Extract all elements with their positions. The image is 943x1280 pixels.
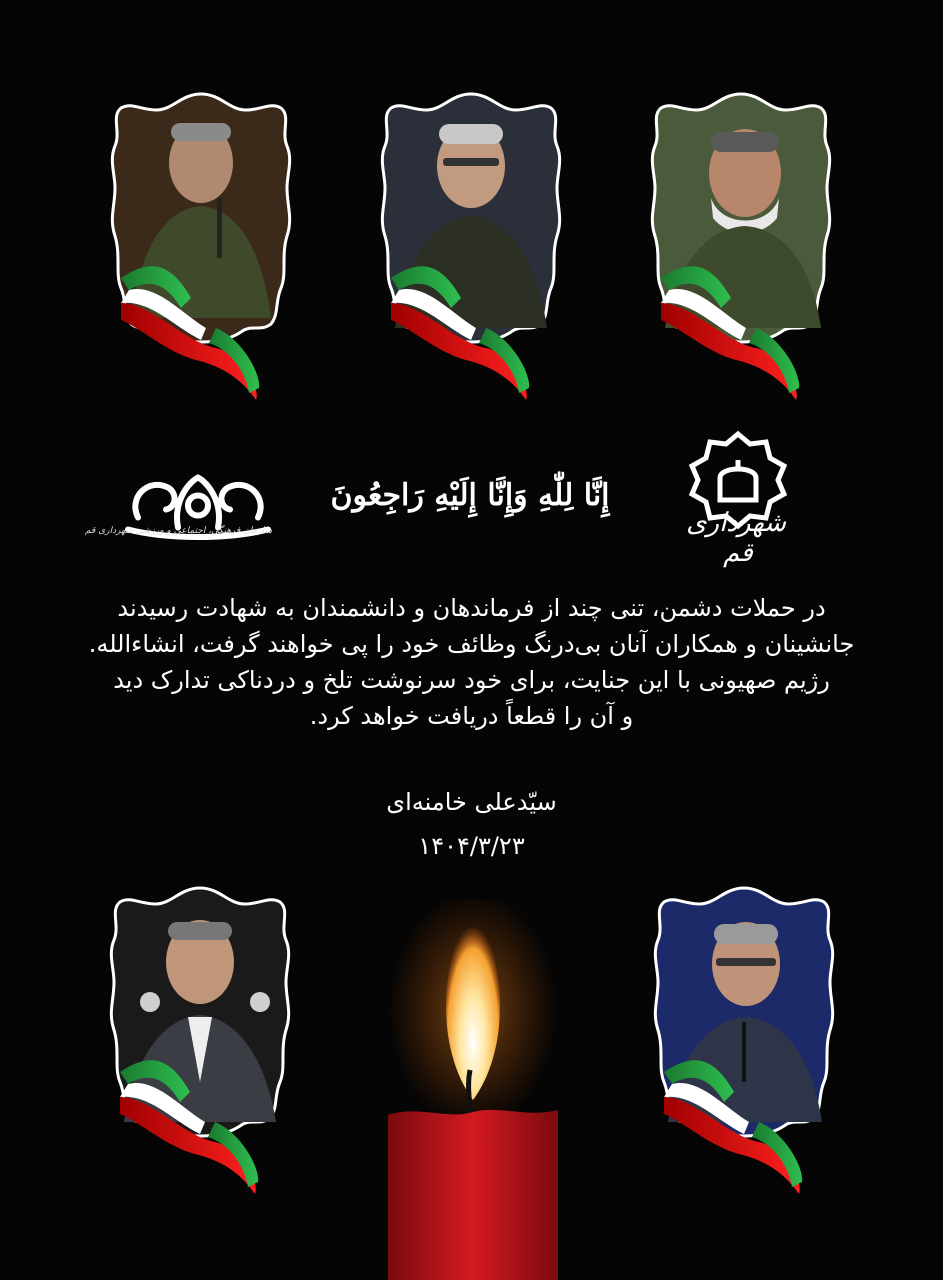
ornate-frame-icon — [382, 94, 559, 342]
portrait-top-left — [106, 88, 296, 408]
cultural-organization-logo-icon — [85, 440, 278, 565]
ornate-frame-icon — [111, 888, 288, 1136]
portrait-top-right — [646, 88, 836, 408]
message-line: جانشینان و همکاران آنان بی‌درنگ وظائف خود را پی خواهند گرفت، انشاءالله. — [88, 630, 855, 658]
message-date: ۱۴۰۴/۳/۲۳ — [418, 832, 525, 860]
condolence-message — [30, 590, 913, 734]
message-line: و آن را قطعاً دریافت خواهد کرد. — [309, 702, 634, 730]
signature: سیّدعلی خامنه‌ای — [386, 788, 557, 816]
portrait-bottom-right — [644, 882, 844, 1202]
ornate-frame-icon — [652, 94, 829, 342]
cultural-organization-caption: سازمان فرهنگی، اجتماعی و ورزشی شهرداری قم — [85, 526, 272, 536]
qom-municipality-caption: شهرداری قم — [686, 508, 786, 568]
candle-icon — [388, 900, 558, 1280]
portrait-top-center — [376, 88, 566, 408]
message-line: رژیم صهیونی با این جنایت، برای خود سرنوشت تلخ و دردناکی تدارک دید — [113, 666, 830, 694]
quran-verse: إِنَّا لِلّٰهِ وَإِنَّا إِلَيْهِ رَاجِعُونَ — [330, 478, 610, 513]
message-line: در حملات دشمن، تنی چند از فرماندهان و دانشمندان به شهادت رسیدند — [117, 594, 826, 622]
header-row — [0, 430, 943, 570]
ornate-frame-icon — [112, 94, 289, 342]
portrait-bottom-left — [100, 882, 300, 1202]
ornate-frame-icon — [655, 888, 832, 1136]
